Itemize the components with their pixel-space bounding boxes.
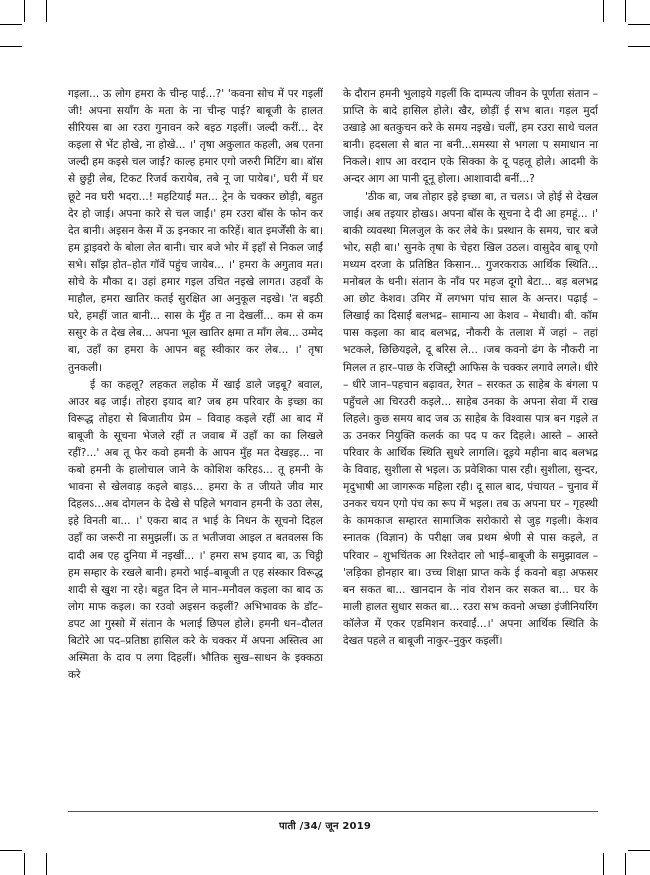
crop-mark-top-left-vertical [24, 0, 25, 22]
crop-mark-top-left-horizontal [0, 24, 22, 25]
crop-mark-bottom-left-vertical [24, 853, 25, 875]
crop-mark-bottom-right-inner-vertical [603, 853, 604, 875]
left-paragraph-1: गइला... ऊ लोग हमरा के चीन्ह पाई...?' 'कवना सोच में पर गइलीं जी! अपना सयाँग के मता के ना चीन्ह पाई? बाबूजी के हालत सीरियस बा आ रउरा गुनावन करे बइठ गइलीं। जल्दी करीं... देर कइला से भेंट होखे, ना होखे... ।' तृषा अकुलात कहली, अब एतना जल्दी हम कइसे चल जाईं? काल्ह हमार एगो जरुरी मिटिंग बा। बॉस से छुट्टी लेब, टिकट रिजर्व करायेब, तबे नू जा पायेब।', घरी में घर छूटे नव घरी भदरा...! महटियाईं मत... ट्रेन के चक्कर छोड़ी, बहुत देर हो जाई। अपना कारे से चल जाईं।' हम रउरा बॉस के फोन कर देत बानी। अइसन केस में ऊ इनकार ना करिहें। बात इमर्जेंसी के बा। हम ड्राइवरो के बोला लेत बानी। चार बजे भोर में इहाँ से निकल जाईं सभे। साँझ होत–होत गॉवें पहुंच जायेब... ।' हमरा के अगुताव मत। सोचे के मौका द। उहां हमार गइल उचित नइखे लागत। उहवाँ के माहौल, हमरा खातिर कतई सुरक्षित आ अनुकूल नइखे। 'त बइठी घरे, हमहीं जात बानी... सास के मुँह त ना देखलीं... कम से कम ससुर के त देख लेब... अपना भूल खातिर क्षमा त माँग लेब... उम्मेद बा, उहाँ का हमरा के आपन बहू स्वीकार कर लेब... ।' तृषा तुनकली। [68, 88, 323, 374]
crop-mark-top-left-inner-vertical [46, 0, 47, 22]
crop-mark-top-right-vertical [625, 0, 626, 22]
page-body [68, 86, 598, 804]
crop-mark-bottom-right-vertical [625, 853, 626, 875]
left-paragraph-2: ई का कहलू? लहकत लहोक में खाई डाले जइबू? बवाल, आउर बढ़ जाई। तोहरा इयाद बा? जब हम परिवार के इच्छा का विरूद्ध तोहरा से बिजातीय प्रेम – विवाह कइले रहीं आ बाद में बाबूजी के सूचना भेजले रहीं त जवाब में उहाँ का का लिखले रहीं?...' अब तू फेर कवो हमनी के आपन मुँह मत देखइह... ना कबो हमनी के हालोचाल जाने के कोशिश करिहऽ... तू हमनी के भावना से खेलवाड़ कइले बाड़ऽ... हमरा के त जीयते जीव मार दिहलऽ...अब दोगलन के देखे से पहिले भगवान हमनी के उठा लेस, इहे विनती बा... ।' एकरा बाद त भाई के निधन के सूचनो दिहल उहाँ का जरूरी ना समुझलीं। ऊ त भतीजवा आइल त बतवलस कि दादी अब एह दुनिया में नइखीं... ।' हमरा सभ इयाद बा, ऊ चिट्ठी हम सम्हार के रखले बानी। हमरो भाई–बाबूजी त एह संस्कार विरूद्ध शादी से खुश ना रहे। बहुत दिन ले मान–मनौवल कइला का बाद ऊ लोग माफ कइल। का रउवो अइसन कइलीं? अभिभावक के डॉट–डपट आ गुस्सो में संतान के भलाई छिपल होले। हमनी धन–दौलत बिटोरे आ पद–प्रतिष्ठा हासिल करे के चक्कर में अपना अस्तित्व आ अस्मिता के दाव प लगा दिहलीं। भौतिक सुख–साधन के इक्कठा करे [68, 378, 323, 682]
crop-mark-top-left-inner-horizontal [0, 46, 22, 47]
crop-mark-bottom-left-inner-vertical [46, 853, 47, 875]
crop-mark-top-right-horizontal [628, 24, 650, 25]
right-paragraph-1: के दौरान हमनी भुलाइये गइलीं कि दाम्पत्य जीवन के पूर्णता संतान – प्राप्ति के बादे हासिल होले। खैर, छोड़ीं ई सभ बात। गड़ल मुर्दा उखाड़े आ बतकुचन करे के समय नइखे। चलीं, हम रउरा साथे चलत बानी। हदसला से बात ना बनी...समस्या से भगला प समाधान ना निकले। शाप आ वरदान एके सिक्का के दू पहलू होले। आदमी के अन्दर आग आ पानी दूनू होला। आशावादी बनीं...? [343, 88, 598, 186]
right-paragraph-2: 'ठीक बा, जब तोहार इहे इच्छा बा, त चलऽ। जे होई से देखल जाई। अब तइयार होखऽ। अपना बॉस के सूचना दे दी आ हमहूं... ।' बाकी व्यवस्था मिलजुल के कर लेबे के। प्रस्थान के समय, चार बजे भोर, सही बा।' सुनके तृषा के चेहरा खिल उठल। वासुदेव बाबू एगो मध्यम दरजा के प्रतिष्ठित किसान... गुजरकराऊ आर्थिक स्थिति... मनोबल के धनी। संतान के नाँव पर महज दूगो बेटा... बड़ बलभद्र आ छोट केशव। उमिर में लगभग पांच साल के अन्तर। पढ़ाई – लिखाई का दिसाईं बलभद्र– सामान्य आ केशव – मेधावी। बी. कॉम पास कइला का बाद बलभद्र, नौकरी के तलाश में जहां – तहां भटकले, छिछियइले, दू बरिस ले... ।जब कवनो ढंग के नौकरी ना मिलल त हार–पाछ के रजिस्ट्री आफिस के चक्कर लगावे लगले। धीरे – धीरे जान–पहचान बढ़ावत, रेगत – सरकत ऊ साहेब के बंगला प पहुँचले आ चिरउरी कइले... साहेब उनका के अपना सेवा में राख लिहले। कुछ समय बाद जब ऊ साहेब के विश्वास पात्र बन गइले त ऊ उनकर नियुक्ति कलर्क का पद प कर दिहले। आस्ते – आस्ते परिवार के आर्थिक स्थिति सुधरे लागलि। दूइये महीना बाद बलभद्र के विवाह, सुशीला से भइल। ऊ प्रवेशिका पास रही। सुशीला, सुन्दर, मृदुभाषी आ जागरूक महिला रही। दू साल बाद, पंचायत – चुनाव में उनकर चयन एगो पंच का रूप में भइल। तब ऊ अपना घर – गृहस्थी के कामकाज सम्हारत सामाजिक सरोकारो से जुड़ गइली। केशव स्नातक (विज्ञान) के परीक्षा जब प्रथम श्रेणी से पास कइले, त परिवार – शुभचिंतक आ रिश्तेदार लो भाई–बाबूजी के समुझावल – 'लड़िका होनहार बा। उच्च शिक्षा प्राप्त कके ई कवनो बड़ा अफसर बन सकत बा... खानदान के नांव रोशन कर सकत बा... घर के माली हालत सुधार सकत बा... रउरा सभ कवनो अच्छा इंजीनियरिंग कॉलेज में एकर एडमिशन करवाईं...।' अपना आर्थिक स्थिति के देखत पहले त बाबूजी नाकुर–नुकुर कइलीं। [343, 190, 598, 647]
crop-mark-top-right-inner-vertical [603, 0, 604, 22]
left-column [68, 86, 323, 804]
footer-rule [68, 811, 598, 812]
crop-mark-top-right-inner-horizontal [628, 46, 650, 47]
page-footer: पाती /34/ जून 2019 [278, 821, 372, 832]
crop-mark-bottom-right-horizontal [628, 850, 650, 851]
right-column [343, 86, 598, 804]
crop-mark-bottom-left-horizontal [0, 850, 22, 851]
